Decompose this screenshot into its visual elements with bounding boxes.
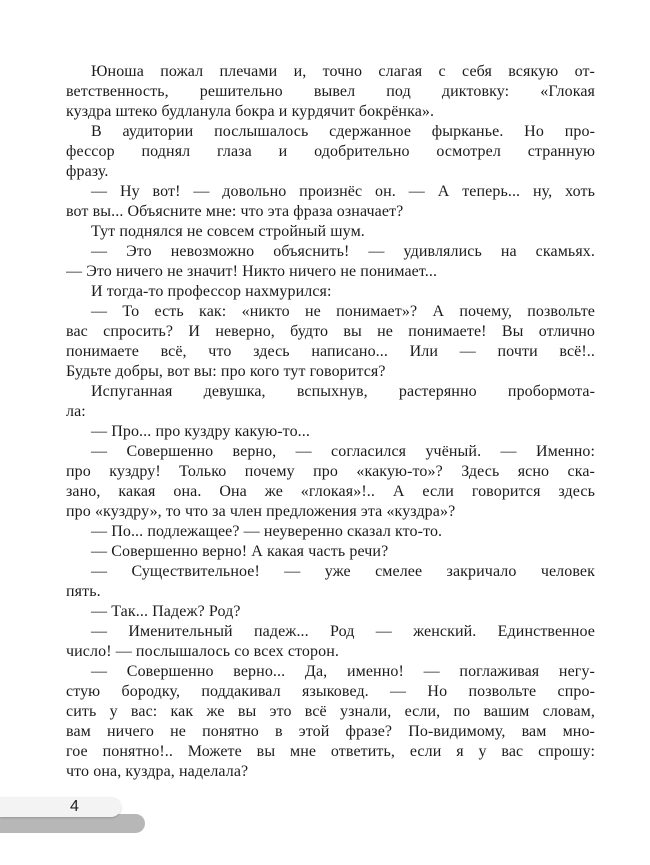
text-line: вам ничего не понятно в этой фразе? По-видимому, вам мно-	[66, 723, 595, 740]
text-line: В аудитории послышалось сдержанное фырканье. Но про-	[91, 123, 595, 140]
text-line: стую бородку, поддакивал языковед. — Но позвольте спро-	[66, 683, 595, 700]
text-line: Испуганная девушка, вспыхнув, растерянно пробормота-	[91, 383, 595, 400]
text-line: — По... подлежащее? — неуверенно сказал кто-то.	[91, 523, 443, 540]
text-line: Тут поднялся не совсем стройный шум.	[91, 223, 365, 240]
text-line: — Совершенно верно! А какая часть речи?	[91, 543, 389, 560]
text-line: зано, какая она. Она же «глокая»!.. А если говорится здесь	[66, 483, 595, 500]
text-line: куздра штеко будланула бокра и курдячит бокрёнка».	[66, 103, 435, 120]
text-line: — Про... про куздру какую-то...	[91, 423, 310, 440]
text-line: — Ну вот! — довольно произнёс он. — А теперь... ну, хоть	[91, 183, 595, 200]
text-line: пять.	[66, 583, 101, 600]
text-line: — Так... Падеж? Род?	[91, 603, 241, 620]
body-text	[66, 62, 595, 782]
text-line: — Существительное! — уже смелее закричало человек	[91, 563, 595, 580]
text-line: — То есть как: «никто не понимает»? А почему, позвольте	[91, 303, 595, 320]
page-number-tab	[0, 797, 121, 817]
text-line: ветственность, решительно вывел под диктовку: «Глокая	[66, 83, 595, 100]
text-line: про «куздру», то что за член предложения эта «куздра»?	[66, 503, 456, 520]
page-number: 4	[70, 798, 79, 815]
text-line: — Это невозможно объяснить! — удивлялись на скамьях.	[91, 243, 595, 260]
text-line: Будьте добры, вот вы: про кого тут говорится?	[66, 363, 386, 380]
text-line: сить у вас: как же вы это всё узнали, если, по вашим словам,	[66, 703, 595, 720]
text-line: фразу.	[66, 163, 109, 180]
text-line: вот вы... Объясните мне: что эта фраза означает?	[66, 203, 404, 220]
text-line: про куздру! Только почему про «какую-то»? Здесь ясно ска-	[66, 463, 595, 480]
text-line: — Это ничего не значит! Никто ничего не понимает...	[66, 263, 438, 280]
text-line: что она, куздра, наделала?	[66, 763, 249, 780]
text-line: — Совершенно верно, — согласился учёный. — Именно:	[91, 443, 595, 460]
text-line: — Именительный падеж... Род — женский. Единственное	[91, 623, 595, 640]
text-line: вас спросить? И неверно, будто вы не понимаете! Вы отлично	[66, 323, 595, 340]
text-line: — Совершенно верно... Да, именно! — поглаживая негу-	[91, 663, 595, 680]
text-line: фессор поднял глаза и одобрительно осмотрел странную	[66, 143, 595, 160]
text-line: ла:	[66, 403, 86, 420]
text-line: Юноша пожал плечами и, точно слагая с себя всякую от-	[91, 63, 595, 80]
text-line: понимаете всё, что здесь написано... Или — почти всё!..	[66, 343, 595, 360]
text-line: число! — послышалось со всех сторон.	[66, 643, 339, 660]
text-line: гое понятно!.. Можете вы мне ответить, если я у вас спрошу:	[66, 743, 595, 760]
text-line: И тогда-то профессор нахмурился:	[91, 283, 332, 300]
